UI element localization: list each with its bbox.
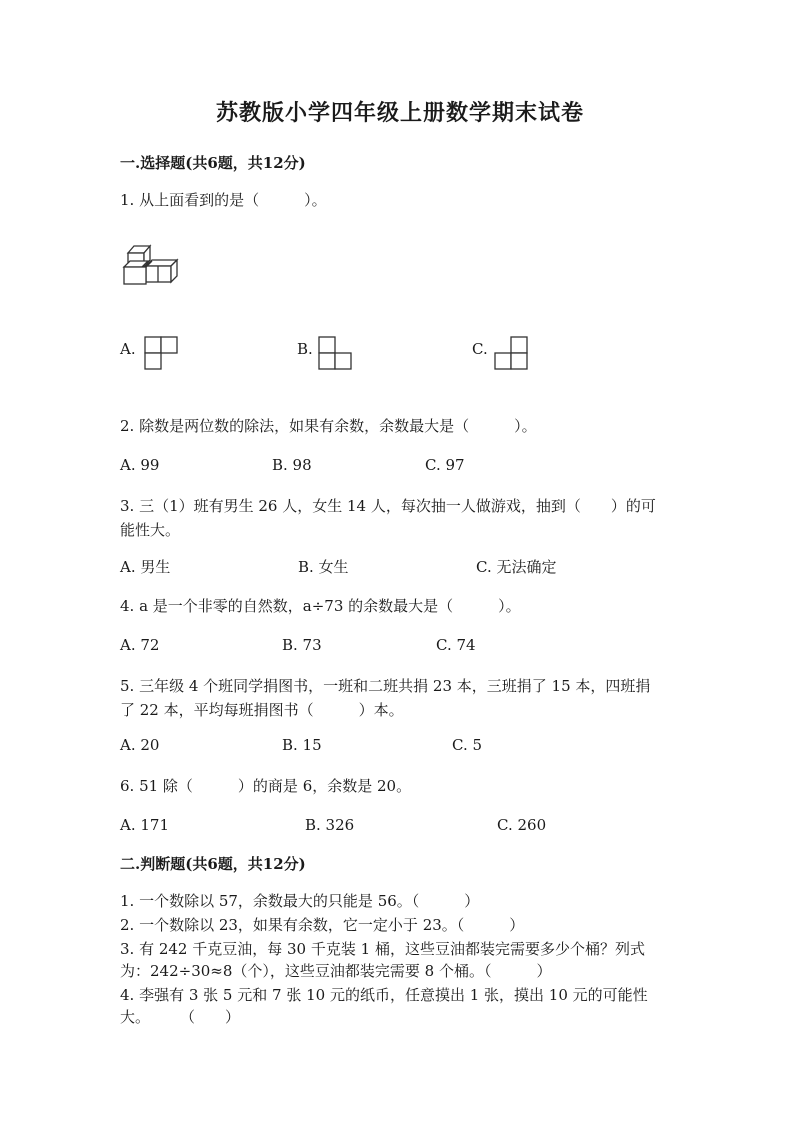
question-2: 2. 除数是两位数的除法，如果有余数，余数最大是（ ）。 <box>120 417 537 435</box>
q1-option-a-label[interactable]: A. <box>120 340 136 358</box>
cube-stack-figure <box>120 242 182 290</box>
section-heading-choice: 一.选择题(共6题，共12分) <box>120 154 306 172</box>
q6-option-b[interactable]: B. 326 <box>305 816 355 834</box>
judgment-4-line-1: 4. 李强有 3 张 5 元和 7 张 10 元的纸币，任意摸出 1 张，摸出 10 元的可能性 <box>120 986 648 1004</box>
q3-option-c[interactable]: C. 无法确定 <box>476 558 557 576</box>
q1-option-b-label[interactable]: B. <box>297 340 313 358</box>
question-1: 1. 从上面看到的是（ ）。 <box>120 191 327 209</box>
judgment-3-line-2: 为：242÷30≈8（个），这些豆油都装完需要 8 个桶。（ ） <box>120 962 552 980</box>
q1-option-b-figure <box>318 336 352 370</box>
judgment-1: 1. 一个数除以 57，余数最大的只能是 56。（ ） <box>120 892 480 910</box>
q4-option-a[interactable]: A. 72 <box>120 636 160 654</box>
question-5-line-1: 5. 三年级 4 个班同学捐图书，一班和二班共捐 23 本，三班捐了 15 本，四班捐 <box>120 677 651 695</box>
q3-option-b[interactable]: B. 女生 <box>298 558 349 576</box>
q6-option-c[interactable]: C. 260 <box>497 816 547 834</box>
question-6: 6. 51 除（ ）的商是 6，余数是 20。 <box>120 777 412 795</box>
question-4: 4. a 是一个非零的自然数，a÷73 的余数最大是（ ）。 <box>120 597 521 615</box>
judgment-2: 2. 一个数除以 23，如果有余数，它一定小于 23。（ ） <box>120 916 525 934</box>
q6-option-a[interactable]: A. 171 <box>120 816 169 834</box>
q1-option-a-figure <box>144 336 178 370</box>
judgment-4-line-2: 大。 （ ） <box>120 1008 241 1026</box>
q5-option-a[interactable]: A. 20 <box>120 736 160 754</box>
q2-option-b[interactable]: B. 98 <box>272 456 312 474</box>
q1-option-c-figure <box>494 336 528 370</box>
q5-option-b[interactable]: B. 15 <box>282 736 322 754</box>
q2-option-a[interactable]: A. 99 <box>120 456 160 474</box>
q3-option-a[interactable]: A. 男生 <box>120 558 171 576</box>
question-3-line-1: 3. 三（1）班有男生 26 人，女生 14 人，每次抽一人做游戏，抽到（ ）的可 <box>120 497 656 515</box>
section-heading-judgment: 二.判断题(共6题，共12分) <box>120 855 306 873</box>
q4-option-b[interactable]: B. 73 <box>282 636 322 654</box>
question-5-line-2: 了 22 本，平均每班捐图书（ ）本。 <box>120 701 404 719</box>
q4-option-c[interactable]: C. 74 <box>436 636 476 654</box>
q5-option-c[interactable]: C. 5 <box>452 736 483 754</box>
q2-option-c[interactable]: C. 97 <box>425 456 465 474</box>
question-3-line-2: 能性大。 <box>120 521 181 539</box>
q1-option-c-label[interactable]: C. <box>472 340 488 358</box>
page-title: 苏教版小学四年级上册数学期末试卷 <box>215 100 584 126</box>
judgment-3-line-1: 3. 有 242 千克豆油，每 30 千克装 1 桶，这些豆油都装完需要多少个桶？列式 <box>120 940 645 958</box>
